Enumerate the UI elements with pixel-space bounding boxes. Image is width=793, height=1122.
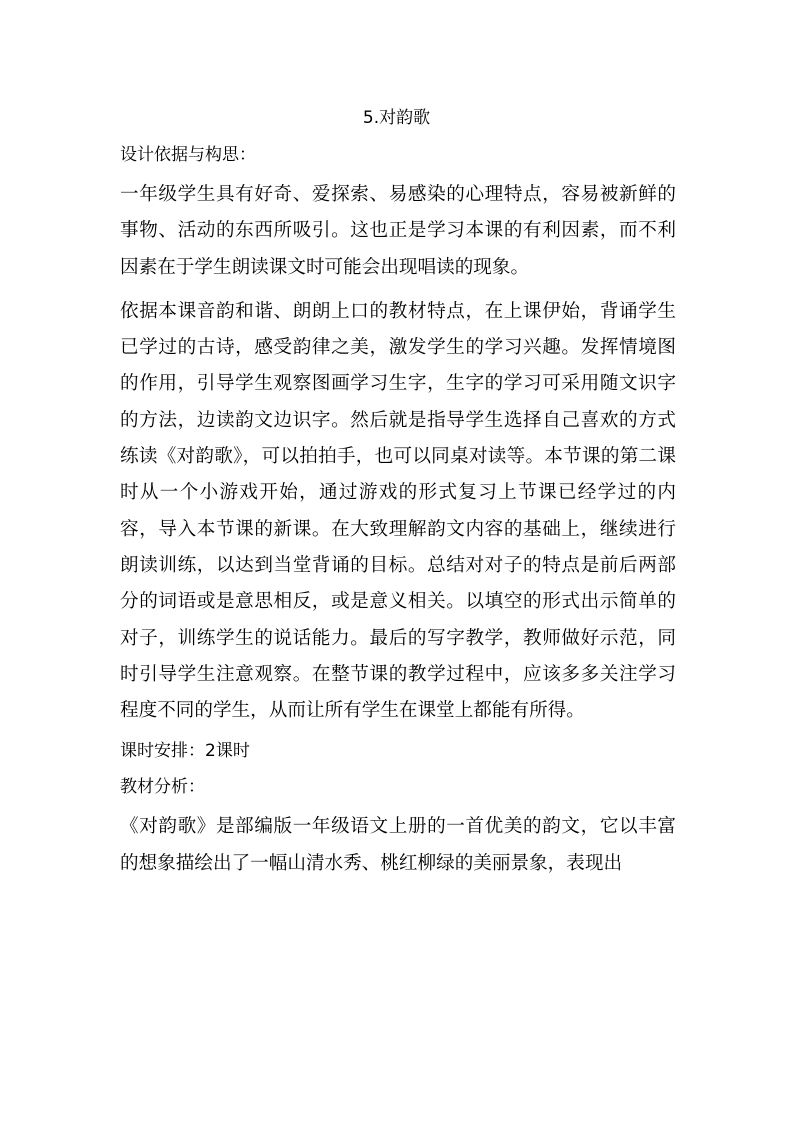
document-title: 5.对韵歌 [362, 108, 431, 128]
document-body [120, 141, 676, 890]
paragraph-text-analysis: 《对韵歌》是部编版一年级语文上册的一首优美的韵文，它以丰富的想象描绘出了一幅山清水秀、桃红柳绿的美丽景象，表现出 [120, 816, 676, 874]
paragraph-student-traits: 一年级学生具有好奇、爱探索、易感染的心理特点，容易被新鲜的事物、活动的东西所吸引。这也正是学习本课的有利因素，而不利因素在于学生朗读课文时可能会出现唱读的现象。 [120, 184, 676, 278]
paragraph-teaching-design: 依据本课音韵和谐、朗朗上口的教材特点，在上课伊始，背诵学生已学过的古诗，感受韵律之美，激发学生的学习兴趣。发挥情境图的作用，引导学生观察图画学习生字，生字的学习可采用随文识字的方法，边读韵文边识字。然后就是指导学生选择自己喜欢的方式练读《对韵歌》，可以拍拍手，也可以同桌对读等。本节课的第二课时从一个小游戏开始，通过游戏的形式复习上节课已经学过的内容，导入本节课的新课。在大致理解韵文内容的基础上，继续进行朗读训练，以达到当堂背诵的目标。总结对对子的特点是前后两部分的词语或是意思相反，或是意义相关。以填空的形式出示简单的对子，训练学生的说话能力。最后的写字教学，教师做好示范，同时引导学生注意观察。在整节课的教学过程中，应该多多关注学习程度不同的学生，从而让所有学生在课堂上都能有所得。 [120, 300, 676, 722]
section-heading-analysis: 教材分析： [120, 777, 205, 798]
section-heading-design: 设计依据与构思： [120, 145, 256, 165]
section-heading-schedule: 课时安排：2课时 [120, 741, 250, 762]
